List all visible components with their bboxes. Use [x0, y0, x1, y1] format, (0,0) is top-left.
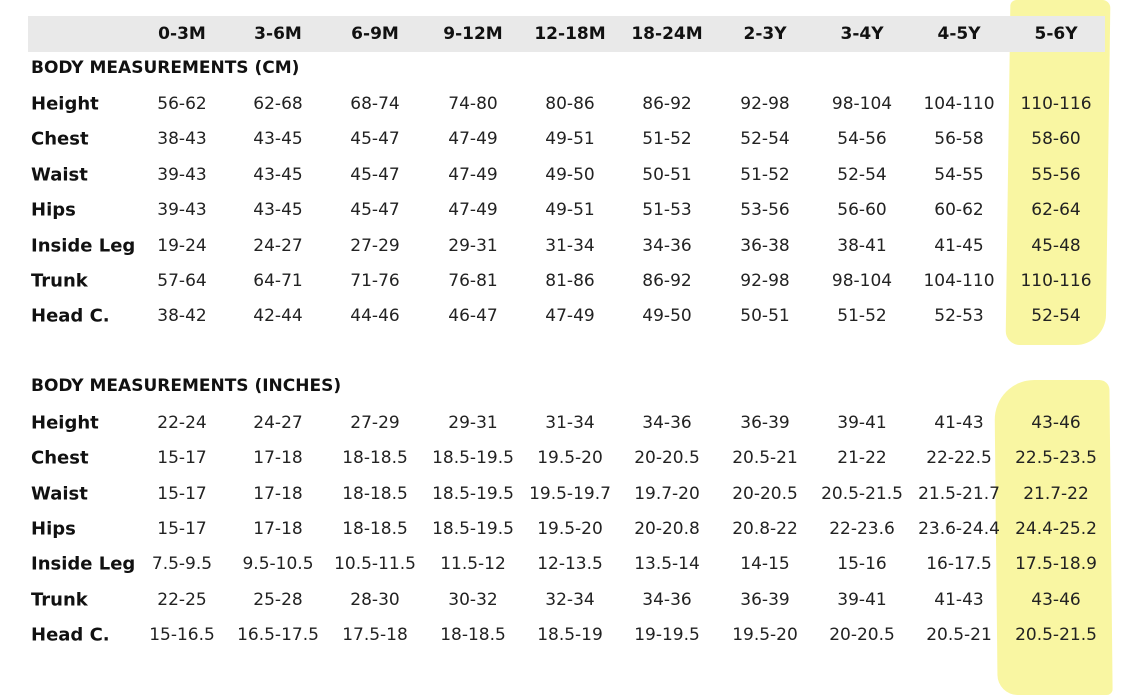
measurement-cell: 29-31 [448, 413, 498, 433]
measurement-cell: 110-116 [1020, 94, 1092, 114]
size-header-4-5y: 4-5Y [937, 24, 981, 44]
measurement-cell: 74-80 [448, 94, 498, 114]
row-label-inside-leg: Inside Leg [31, 553, 136, 575]
row-label-waist: Waist [31, 164, 88, 186]
measurement-cell: 28-30 [350, 590, 400, 610]
row-label-chest: Chest [31, 128, 89, 150]
measurement-cell: 56-60 [837, 200, 887, 220]
measurement-cell: 80-86 [545, 94, 595, 114]
measurement-cell: 22-23.6 [829, 519, 895, 539]
measurement-cell: 42-44 [253, 306, 303, 326]
measurement-cell: 39-43 [157, 165, 207, 185]
measurement-cell: 34-36 [642, 236, 692, 256]
measurement-cell: 34-36 [642, 413, 692, 433]
measurement-cell: 31-34 [545, 236, 595, 256]
measurement-cell: 15-17 [157, 484, 207, 504]
measurement-cell: 81-86 [545, 271, 595, 291]
measurement-cell: 68-74 [350, 94, 400, 114]
measurement-cell: 92-98 [740, 94, 790, 114]
measurement-cell: 23.6-24.4 [918, 519, 1000, 539]
measurement-cell: 17-18 [253, 448, 303, 468]
row-label-trunk: Trunk [31, 589, 88, 611]
measurement-cell: 47-49 [448, 165, 498, 185]
measurement-cell: 19.5-20 [537, 448, 603, 468]
section-title: BODY MEASUREMENTS (CM) [31, 58, 300, 78]
measurement-cell: 27-29 [350, 236, 400, 256]
measurement-cell: 18.5-19.5 [432, 484, 514, 504]
measurement-cell: 98-104 [831, 94, 893, 114]
measurement-cell: 20-20.8 [634, 519, 700, 539]
measurement-cell: 41-45 [934, 236, 984, 256]
measurement-cell: 20.8-22 [732, 519, 798, 539]
measurement-cell: 51-52 [740, 165, 790, 185]
size-header-9-12m: 9-12M [443, 24, 503, 44]
measurement-cell: 54-56 [837, 129, 887, 149]
measurement-cell: 86-92 [642, 271, 692, 291]
measurement-cell: 49-51 [545, 200, 595, 220]
measurement-cell: 15-16 [837, 554, 887, 574]
row-label-hips: Hips [31, 518, 76, 540]
measurement-cell: 104-110 [923, 271, 995, 291]
row-label-head-c: Head C. [31, 624, 110, 646]
measurement-cell: 53-56 [740, 200, 790, 220]
measurement-cell: 17-18 [253, 484, 303, 504]
row-label-inside-leg: Inside Leg [31, 235, 136, 257]
measurement-cell: 22-22.5 [926, 448, 992, 468]
measurement-cell: 19.5-20 [537, 519, 603, 539]
measurement-cell: 52-54 [1031, 306, 1081, 326]
measurement-cell: 57-64 [157, 271, 207, 291]
measurement-cell: 52-54 [740, 129, 790, 149]
measurement-cell: 20.5-21.5 [821, 484, 903, 504]
row-label-trunk: Trunk [31, 270, 88, 292]
measurement-cell: 51-52 [837, 306, 887, 326]
measurement-cell: 50-51 [740, 306, 790, 326]
size-header-3-4y: 3-4Y [840, 24, 884, 44]
measurement-cell: 20-20.5 [732, 484, 798, 504]
measurement-cell: 10.5-11.5 [334, 554, 416, 574]
measurement-cell: 47-49 [448, 200, 498, 220]
measurement-cell: 32-34 [545, 590, 595, 610]
measurement-cell: 18-18.5 [440, 625, 506, 645]
measurement-cell: 45-47 [350, 165, 400, 185]
measurement-cell: 18.5-19.5 [432, 519, 514, 539]
measurement-cell: 39-43 [157, 200, 207, 220]
measurement-cell: 110-116 [1020, 271, 1092, 291]
size-header-5-6y: 5-6Y [1034, 24, 1078, 44]
measurement-cell: 56-58 [934, 129, 984, 149]
measurement-cell: 43-46 [1031, 590, 1081, 610]
measurement-cell: 20.5-21 [926, 625, 992, 645]
measurement-cell: 54-55 [934, 165, 984, 185]
measurement-cell: 36-39 [740, 413, 790, 433]
measurement-cell: 46-47 [448, 306, 498, 326]
measurement-cell: 18.5-19.5 [432, 448, 514, 468]
measurement-cell: 62-68 [253, 94, 303, 114]
measurement-cell: 41-43 [934, 413, 984, 433]
measurement-cell: 55-56 [1031, 165, 1081, 185]
row-label-chest: Chest [31, 447, 89, 469]
measurement-cell: 51-53 [642, 200, 692, 220]
measurement-cell: 19.5-20 [732, 625, 798, 645]
measurement-cell: 38-42 [157, 306, 207, 326]
row-label-height: Height [31, 412, 99, 434]
measurement-cell: 36-39 [740, 590, 790, 610]
measurement-cell: 36-38 [740, 236, 790, 256]
size-header-6-9m: 6-9M [351, 24, 399, 44]
measurement-cell: 104-110 [923, 94, 995, 114]
section-title: BODY MEASUREMENTS (INCHES) [31, 376, 342, 396]
measurement-cell: 29-31 [448, 236, 498, 256]
measurement-cell: 20-20.5 [829, 625, 895, 645]
measurement-cell: 20.5-21.5 [1015, 625, 1097, 645]
measurement-cell: 45-47 [350, 200, 400, 220]
measurement-cell: 13.5-14 [634, 554, 700, 574]
measurement-cell: 25-28 [253, 590, 303, 610]
measurement-cell: 45-47 [350, 129, 400, 149]
measurement-cell: 30-32 [448, 590, 498, 610]
measurement-cell: 38-41 [837, 236, 887, 256]
measurement-cell: 11.5-12 [440, 554, 506, 574]
measurement-cell: 62-64 [1031, 200, 1081, 220]
measurement-cell: 98-104 [831, 271, 893, 291]
measurement-cell: 41-43 [934, 590, 984, 610]
measurement-cell: 9.5-10.5 [242, 554, 314, 574]
measurement-cell: 7.5-9.5 [151, 554, 213, 574]
measurement-cell: 21.7-22 [1023, 484, 1089, 504]
measurement-cell: 24-27 [253, 236, 303, 256]
measurement-cell: 20.5-21 [732, 448, 798, 468]
measurement-cell: 22.5-23.5 [1015, 448, 1097, 468]
measurement-cell: 92-98 [740, 271, 790, 291]
measurement-cell: 43-45 [253, 200, 303, 220]
measurement-cell: 43-46 [1031, 413, 1081, 433]
measurement-cell: 27-29 [350, 413, 400, 433]
row-label-waist: Waist [31, 483, 88, 505]
measurement-cell: 24.4-25.2 [1015, 519, 1097, 539]
measurement-cell: 18.5-19 [537, 625, 603, 645]
measurement-cell: 34-36 [642, 590, 692, 610]
measurement-cell: 18-18.5 [342, 519, 408, 539]
measurement-cell: 76-81 [448, 271, 498, 291]
measurement-cell: 49-51 [545, 129, 595, 149]
measurement-cell: 71-76 [350, 271, 400, 291]
measurement-cell: 19-24 [157, 236, 207, 256]
measurement-cell: 56-62 [157, 94, 207, 114]
measurement-cell: 47-49 [545, 306, 595, 326]
size-header-3-6m: 3-6M [254, 24, 302, 44]
measurement-cell: 16-17.5 [926, 554, 992, 574]
measurement-cell: 19-19.5 [634, 625, 700, 645]
measurement-cell: 58-60 [1031, 129, 1081, 149]
measurement-cell: 49-50 [545, 165, 595, 185]
size-header-2-3y: 2-3Y [743, 24, 787, 44]
measurement-cell: 45-48 [1031, 236, 1081, 256]
measurement-cell: 47-49 [448, 129, 498, 149]
measurement-cell: 20-20.5 [634, 448, 700, 468]
measurement-cell: 50-51 [642, 165, 692, 185]
measurement-cell: 31-34 [545, 413, 595, 433]
measurement-cell: 17.5-18.9 [1015, 554, 1097, 574]
measurement-cell: 39-41 [837, 590, 887, 610]
measurement-cell: 60-62 [934, 200, 984, 220]
measurement-cell: 52-54 [837, 165, 887, 185]
measurement-cell: 19.7-20 [634, 484, 700, 504]
measurement-cell: 24-27 [253, 413, 303, 433]
measurement-cell: 19.5-19.7 [529, 484, 611, 504]
measurement-cell: 43-45 [253, 129, 303, 149]
measurement-cell: 43-45 [253, 165, 303, 185]
measurement-cell: 49-50 [642, 306, 692, 326]
measurement-cell: 38-43 [157, 129, 207, 149]
size-header-0-3m: 0-3M [158, 24, 206, 44]
row-label-hips: Hips [31, 199, 76, 221]
size-header-18-24m: 18-24M [631, 24, 703, 44]
measurement-cell: 15-17 [157, 519, 207, 539]
measurement-cell: 52-53 [934, 306, 984, 326]
measurement-cell: 14-15 [740, 554, 790, 574]
measurement-cell: 15-16.5 [149, 625, 215, 645]
measurement-cell: 12-13.5 [537, 554, 603, 574]
measurement-cell: 21-22 [837, 448, 887, 468]
measurement-cell: 22-25 [157, 590, 207, 610]
measurement-cell: 17.5-18 [342, 625, 408, 645]
measurement-cell: 22-24 [157, 413, 207, 433]
measurement-cell: 64-71 [253, 271, 303, 291]
size-header-12-18m: 12-18M [534, 24, 606, 44]
measurement-cell: 21.5-21.7 [918, 484, 1000, 504]
measurement-cell: 51-52 [642, 129, 692, 149]
measurement-cell: 86-92 [642, 94, 692, 114]
measurement-cell: 39-41 [837, 413, 887, 433]
measurement-cell: 18-18.5 [342, 448, 408, 468]
measurement-cell: 44-46 [350, 306, 400, 326]
measurement-cell: 17-18 [253, 519, 303, 539]
measurement-cell: 15-17 [157, 448, 207, 468]
row-label-height: Height [31, 93, 99, 115]
row-label-head-c: Head C. [31, 305, 110, 327]
measurement-cell: 16.5-17.5 [237, 625, 319, 645]
measurement-cell: 18-18.5 [342, 484, 408, 504]
